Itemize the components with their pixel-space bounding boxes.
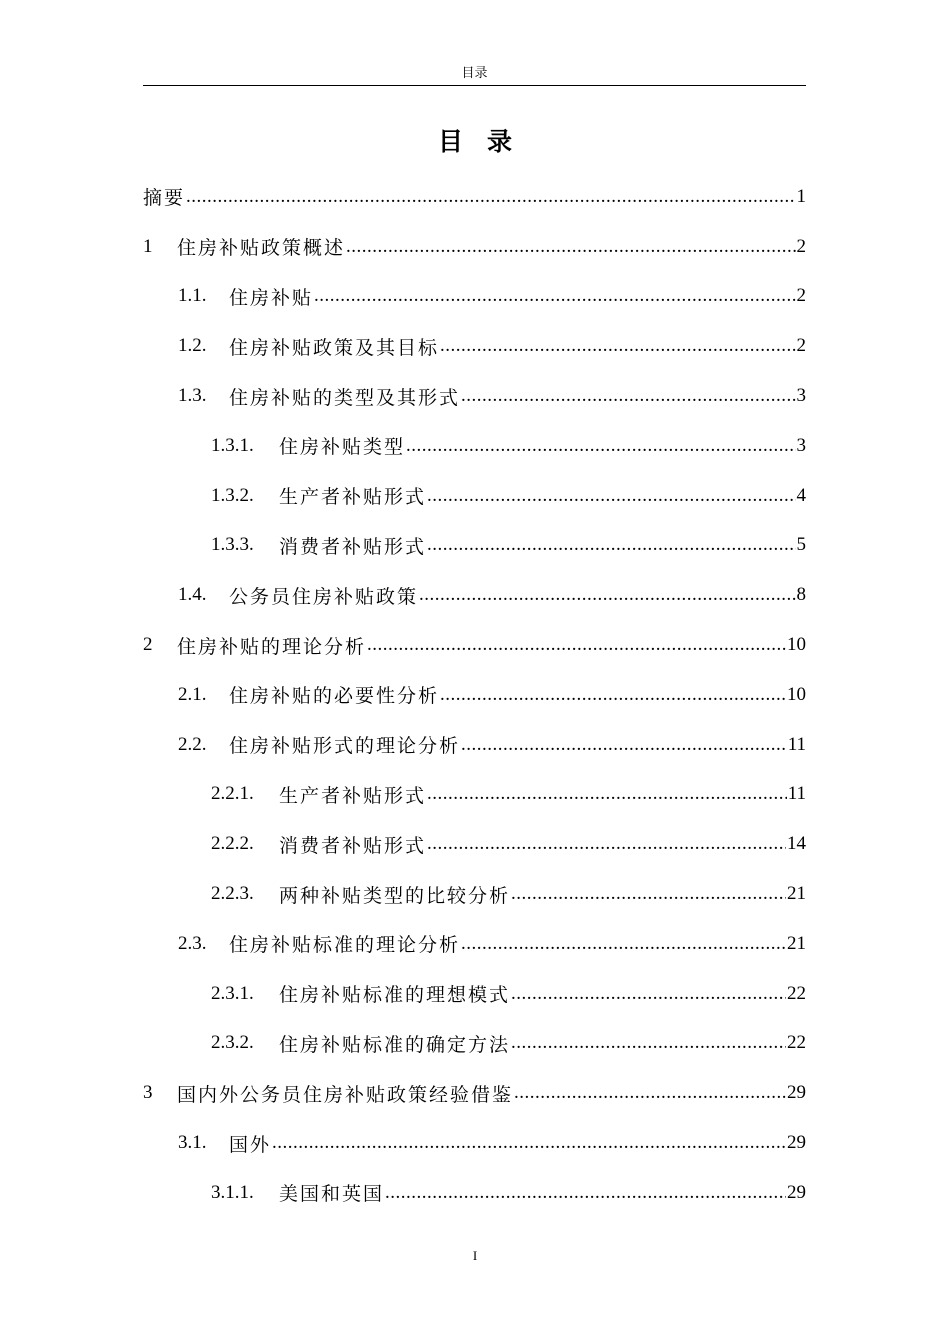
toc-entry-label: 住房补贴的必要性分析 — [229, 685, 440, 708]
toc-entry-label: 住房补贴政策及其目标 — [229, 336, 440, 359]
toc-entry-label: 住房补贴标准的确定方法 — [279, 1033, 511, 1056]
toc-entry[interactable] — [143, 819, 806, 869]
toc-dot-leader — [461, 734, 787, 756]
toc-entry-label: 国外 — [229, 1133, 272, 1156]
toc-entry-label: 美国和英国 — [279, 1183, 385, 1206]
toc-entry-page: 8 — [796, 584, 806, 606]
toc-entry[interactable] — [143, 670, 806, 720]
toc-entry-page: 2 — [796, 235, 806, 257]
toc-entry-label: 住房补贴标准的理想模式 — [279, 984, 511, 1007]
page-title: 目录 — [437, 127, 536, 156]
toc-entry[interactable] — [143, 969, 806, 1019]
table-of-contents — [143, 172, 806, 1218]
toc-entry[interactable] — [143, 321, 806, 371]
toc-entry-number: 2.3.2. — [211, 1032, 254, 1054]
toc-entry-page: 22 — [787, 982, 806, 1004]
toc-entry-number: 2 — [143, 634, 153, 656]
toc-dot-leader — [511, 983, 786, 1005]
toc-entry[interactable] — [143, 720, 806, 770]
toc-entry-number: 2.3.1. — [211, 982, 254, 1004]
toc-entry-label: 住房补贴的理论分析 — [177, 635, 367, 658]
toc-entry[interactable] — [143, 172, 806, 222]
toc-entry-label: 住房补贴类型 — [279, 436, 406, 459]
toc-entry-number: 1 — [143, 235, 153, 257]
toc-entry-label: 消费者补贴形式 — [279, 535, 427, 558]
toc-entry-label: 公务员住房补贴政策 — [229, 585, 419, 608]
toc-entry-page: 21 — [787, 932, 806, 954]
toc-entry-page: 29 — [787, 1181, 806, 1203]
toc-entry-number: 1.3.1. — [211, 434, 254, 456]
toc-entry-number: 2.2.2. — [211, 833, 254, 855]
toc-entry[interactable] — [143, 521, 806, 571]
toc-entry[interactable] — [143, 471, 806, 521]
toc-entry-page: 29 — [787, 1132, 806, 1154]
toc-entry-number: 1.3. — [178, 385, 207, 407]
toc-dot-leader — [511, 883, 786, 905]
toc-entry-label: 住房补贴标准的理论分析 — [229, 934, 461, 957]
toc-entry-number: 2.2. — [178, 733, 207, 755]
toc-entry-number: 2.2.1. — [211, 783, 254, 805]
toc-entry[interactable] — [143, 919, 806, 969]
running-header: 目录 — [461, 66, 488, 81]
toc-entry-label: 住房补贴形式的理论分析 — [229, 735, 461, 758]
toc-dot-leader — [346, 236, 795, 258]
toc-entry[interactable] — [143, 1068, 806, 1118]
toc-entry[interactable] — [143, 272, 806, 322]
toc-entry-number: 1.3.3. — [211, 534, 254, 556]
toc-entry-page: 1 — [796, 185, 806, 207]
toc-entry-page: 2 — [796, 285, 806, 307]
toc-entry-page: 3 — [796, 434, 806, 456]
toc-entry-number: 3.1. — [178, 1132, 207, 1154]
toc-entry-page: 3 — [796, 385, 806, 407]
toc-entry-number: 3 — [143, 1082, 153, 1104]
toc-dot-leader — [385, 1182, 786, 1204]
toc-dot-leader — [461, 385, 795, 407]
toc-dot-leader — [440, 335, 795, 357]
toc-dot-leader — [514, 1082, 786, 1104]
toc-dot-leader — [511, 1032, 786, 1054]
toc-entry-number: 3.1.1. — [211, 1181, 254, 1203]
toc-dot-leader — [427, 783, 787, 805]
toc-dot-leader — [314, 285, 795, 307]
toc-entry[interactable] — [143, 1168, 806, 1218]
toc-entry[interactable] — [143, 1019, 806, 1069]
toc-entry[interactable] — [143, 570, 806, 620]
toc-dot-leader — [427, 534, 795, 556]
toc-entry-number: 1.2. — [178, 335, 207, 357]
toc-entry-label: 消费者补贴形式 — [279, 834, 427, 857]
toc-dot-leader — [367, 634, 786, 656]
toc-entry-page: 4 — [796, 484, 806, 506]
toc-entry-page: 14 — [787, 833, 806, 855]
toc-entry[interactable] — [143, 620, 806, 670]
toc-entry-page: 5 — [796, 534, 806, 556]
toc-dot-leader — [419, 584, 795, 606]
page-number: I — [472, 1248, 478, 1263]
toc-dot-leader — [186, 186, 795, 208]
toc-entry-label: 摘要 — [143, 187, 186, 210]
toc-entry-label: 住房补贴的类型及其形式 — [229, 386, 461, 409]
toc-dot-leader — [427, 833, 786, 855]
toc-dot-leader — [427, 485, 795, 507]
toc-entry[interactable] — [143, 222, 806, 272]
toc-entry-label: 住房补贴政策概述 — [177, 237, 346, 260]
toc-entry-page: 11 — [787, 733, 806, 755]
toc-entry-page: 10 — [787, 634, 806, 656]
toc-entry-page: 22 — [787, 1032, 806, 1054]
toc-dot-leader — [406, 435, 795, 457]
toc-entry[interactable] — [143, 421, 806, 471]
toc-entry[interactable] — [143, 1118, 806, 1168]
toc-entry-number: 2.2.3. — [211, 883, 254, 905]
toc-entry[interactable] — [143, 371, 806, 421]
toc-entry-number: 1.4. — [178, 584, 207, 606]
toc-entry-label: 国内外公务员住房补贴政策经验借鉴 — [177, 1083, 514, 1106]
toc-entry-page: 21 — [787, 883, 806, 905]
toc-dot-leader — [440, 684, 786, 706]
toc-entry-page: 29 — [787, 1082, 806, 1104]
toc-entry-number: 2.1. — [178, 683, 207, 705]
toc-entry-label: 生产者补贴形式 — [279, 784, 427, 807]
toc-entry[interactable] — [143, 770, 806, 820]
toc-dot-leader — [272, 1132, 786, 1154]
toc-entry-number: 1.1. — [178, 285, 207, 307]
toc-entry-page: 11 — [787, 783, 806, 805]
toc-entry-label: 两种补贴类型的比较分析 — [279, 884, 511, 907]
toc-entry-page: 2 — [796, 335, 806, 357]
toc-entry-label: 生产者补贴形式 — [279, 486, 427, 509]
toc-entry[interactable] — [143, 869, 806, 919]
toc-entry-number: 2.3. — [178, 932, 207, 954]
toc-entry-page: 10 — [787, 683, 806, 705]
toc-dot-leader — [461, 933, 786, 955]
toc-entry-label: 住房补贴 — [229, 286, 314, 309]
header-rule — [143, 85, 806, 86]
toc-entry-number: 1.3.2. — [211, 484, 254, 506]
